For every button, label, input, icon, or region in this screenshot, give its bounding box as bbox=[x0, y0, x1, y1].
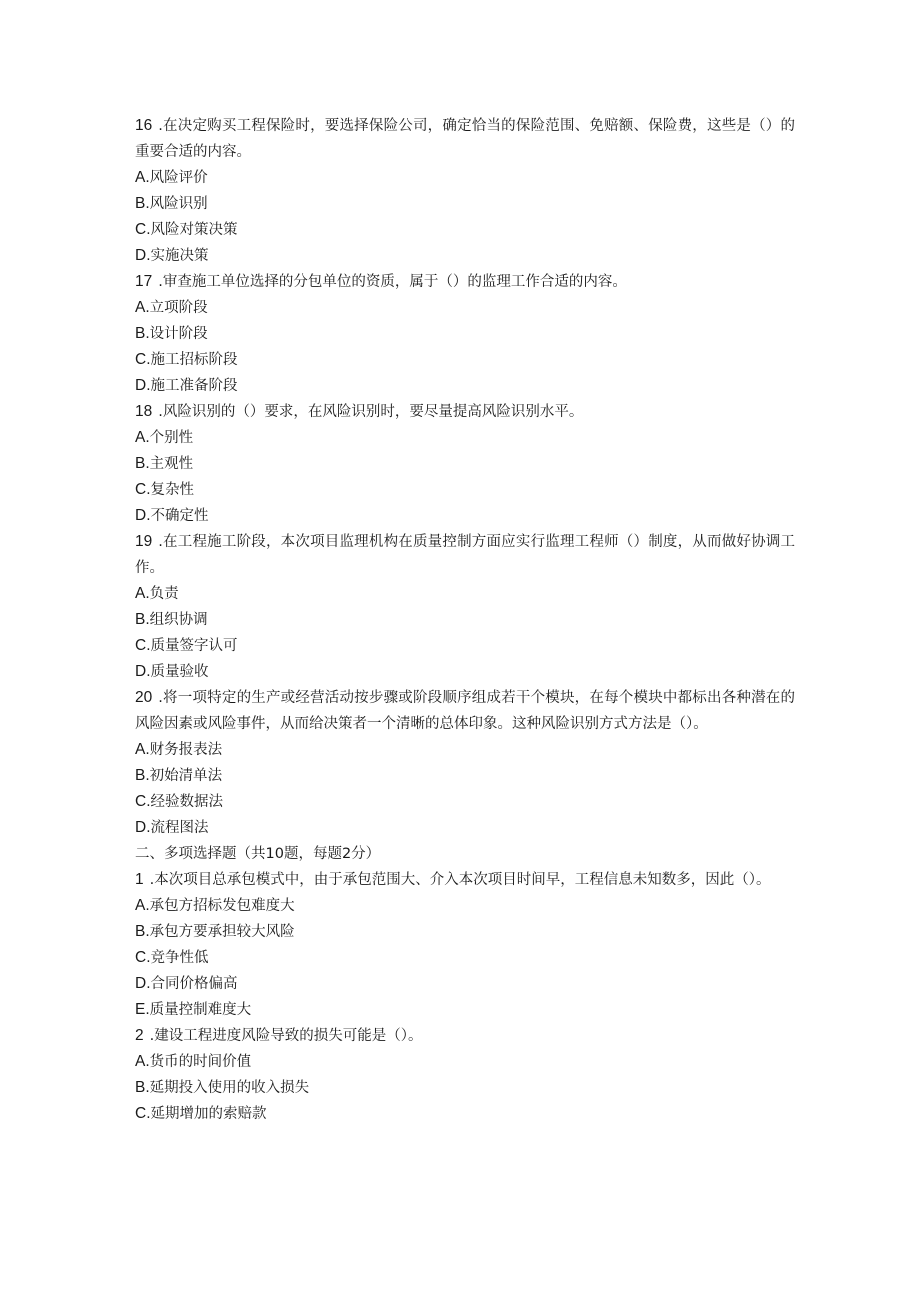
answer-option bbox=[135, 295, 795, 321]
answer-option bbox=[135, 1101, 795, 1127]
answer-option bbox=[135, 1075, 795, 1101]
option-letter: C. bbox=[135, 221, 151, 238]
answer-option bbox=[135, 477, 795, 503]
option-letter: D. bbox=[135, 663, 151, 680]
option-text: 个别性 bbox=[149, 430, 194, 446]
question-number: 16 bbox=[135, 117, 153, 134]
answer-option bbox=[135, 243, 795, 269]
option-text: 风险对策决策 bbox=[150, 222, 238, 238]
answer-option bbox=[135, 633, 795, 659]
option-letter: D. bbox=[135, 377, 151, 394]
option-letter: D. bbox=[135, 247, 151, 264]
answer-option bbox=[135, 165, 795, 191]
option-letter: E. bbox=[135, 1001, 150, 1018]
option-text: 流程图法 bbox=[150, 820, 209, 836]
option-text: 质量签字认可 bbox=[150, 638, 238, 654]
option-text: 立项阶段 bbox=[149, 300, 208, 316]
option-letter: D. bbox=[135, 507, 151, 524]
option-letter: C. bbox=[135, 1105, 151, 1122]
answer-option bbox=[135, 503, 795, 529]
section-heading: 二、多项选择题（共10题，每题2分） bbox=[135, 846, 381, 862]
answer-option bbox=[135, 191, 795, 217]
question-number: 19 bbox=[135, 533, 153, 550]
option-letter: C. bbox=[135, 793, 151, 810]
answer-option bbox=[135, 373, 795, 399]
question-stem bbox=[135, 685, 795, 737]
option-text: 不确定性 bbox=[150, 508, 209, 524]
question-stem bbox=[135, 529, 795, 581]
option-letter: A. bbox=[135, 299, 150, 316]
question-number: 17 bbox=[135, 273, 153, 290]
document-page bbox=[135, 113, 795, 1127]
option-letter: B. bbox=[135, 325, 150, 342]
option-letter: A. bbox=[135, 169, 150, 186]
option-text: 承包方招标发包难度大 bbox=[149, 898, 295, 914]
option-text: 实施决策 bbox=[150, 248, 209, 264]
question-text: .在工程施工阶段，本次项目监理机构在质量控制方面应实行监理工程师（）制度，从而做好协调工作。 bbox=[135, 534, 795, 576]
option-letter: A. bbox=[135, 585, 150, 602]
question-text: .审查施工单位选择的分包单位的资质，属于（）的监理工作合适的内容。 bbox=[158, 274, 627, 290]
option-letter: B. bbox=[135, 1079, 150, 1096]
option-text: 质量验收 bbox=[150, 664, 209, 680]
option-text: 经验数据法 bbox=[150, 794, 223, 810]
option-text: 竞争性低 bbox=[150, 950, 209, 966]
answer-option bbox=[135, 607, 795, 633]
option-text: 质量控制难度大 bbox=[149, 1002, 252, 1018]
option-letter: C. bbox=[135, 351, 151, 368]
answer-option bbox=[135, 659, 795, 685]
answer-option bbox=[135, 581, 795, 607]
option-text: 施工准备阶段 bbox=[150, 378, 238, 394]
question-number: 20 bbox=[135, 689, 153, 706]
option-text: 合同价格偏高 bbox=[150, 976, 238, 992]
answer-option bbox=[135, 945, 795, 971]
answer-option bbox=[135, 971, 795, 997]
question-text: .将一项特定的生产或经营活动按步骤或阶段顺序组成若干个模块，在每个模块中都标出各种潜在的风险因素或风险事件，从而给决策者一个清晰的总体印象。这种风险识别方式方法是（）。 bbox=[135, 690, 795, 732]
option-letter: B. bbox=[135, 195, 150, 212]
answer-option bbox=[135, 997, 795, 1023]
answer-option bbox=[135, 425, 795, 451]
answer-option bbox=[135, 763, 795, 789]
option-letter: B. bbox=[135, 611, 150, 628]
answer-option bbox=[135, 893, 795, 919]
question-text: .风险识别的（）要求，在风险识别时，要尽量提高风险识别水平。 bbox=[158, 404, 584, 420]
option-text: 组织协调 bbox=[149, 612, 208, 628]
question-stem bbox=[135, 1023, 795, 1049]
answer-option bbox=[135, 1049, 795, 1075]
option-text: 初始清单法 bbox=[149, 768, 223, 784]
option-text: 承包方要承担较大风险 bbox=[149, 924, 295, 940]
option-text: 主观性 bbox=[149, 456, 194, 472]
option-text: 货币的时间价值 bbox=[149, 1054, 252, 1070]
option-letter: A. bbox=[135, 1053, 150, 1070]
option-letter: D. bbox=[135, 975, 151, 992]
option-letter: B. bbox=[135, 767, 150, 784]
question-text: .建设工程进度风险导致的损失可能是（）。 bbox=[149, 1028, 423, 1044]
option-text: 设计阶段 bbox=[149, 326, 208, 342]
question-stem bbox=[135, 867, 795, 893]
option-letter: A. bbox=[135, 429, 150, 446]
answer-option bbox=[135, 737, 795, 763]
option-letter: C. bbox=[135, 481, 151, 498]
option-text: 延期增加的索赔款 bbox=[150, 1106, 267, 1122]
option-letter: A. bbox=[135, 741, 150, 758]
question-text: .在决定购买工程保险时，要选择保险公司，确定恰当的保险范围、免赔额、保险费，这些是（）的重要合适的内容。 bbox=[135, 118, 795, 160]
option-text: 风险识别 bbox=[149, 196, 208, 212]
option-letter: B. bbox=[135, 923, 150, 940]
question-stem bbox=[135, 269, 795, 295]
option-text: 财务报表法 bbox=[149, 742, 223, 758]
option-text: 施工招标阶段 bbox=[150, 352, 238, 368]
question-text: .本次项目总承包模式中，由于承包范围大、介入本次项目时间早，工程信息未知数多，因此（）。 bbox=[149, 872, 771, 888]
question-number: 2 bbox=[135, 1027, 144, 1044]
option-text: 延期投入使用的收入损失 bbox=[149, 1080, 310, 1096]
option-letter: B. bbox=[135, 455, 150, 472]
question-number: 1 bbox=[135, 871, 144, 888]
answer-option bbox=[135, 217, 795, 243]
answer-option bbox=[135, 919, 795, 945]
option-text: 负责 bbox=[149, 586, 179, 602]
option-text: 复杂性 bbox=[150, 482, 194, 498]
option-letter: C. bbox=[135, 949, 151, 966]
option-text: 风险评价 bbox=[149, 170, 208, 186]
option-letter: C. bbox=[135, 637, 151, 654]
answer-option bbox=[135, 451, 795, 477]
question-stem bbox=[135, 113, 795, 165]
answer-option bbox=[135, 321, 795, 347]
answer-option bbox=[135, 789, 795, 815]
answer-option bbox=[135, 347, 795, 373]
question-number: 18 bbox=[135, 403, 153, 420]
question-stem bbox=[135, 399, 795, 425]
option-letter: D. bbox=[135, 819, 151, 836]
option-letter: A. bbox=[135, 897, 150, 914]
answer-option bbox=[135, 815, 795, 841]
